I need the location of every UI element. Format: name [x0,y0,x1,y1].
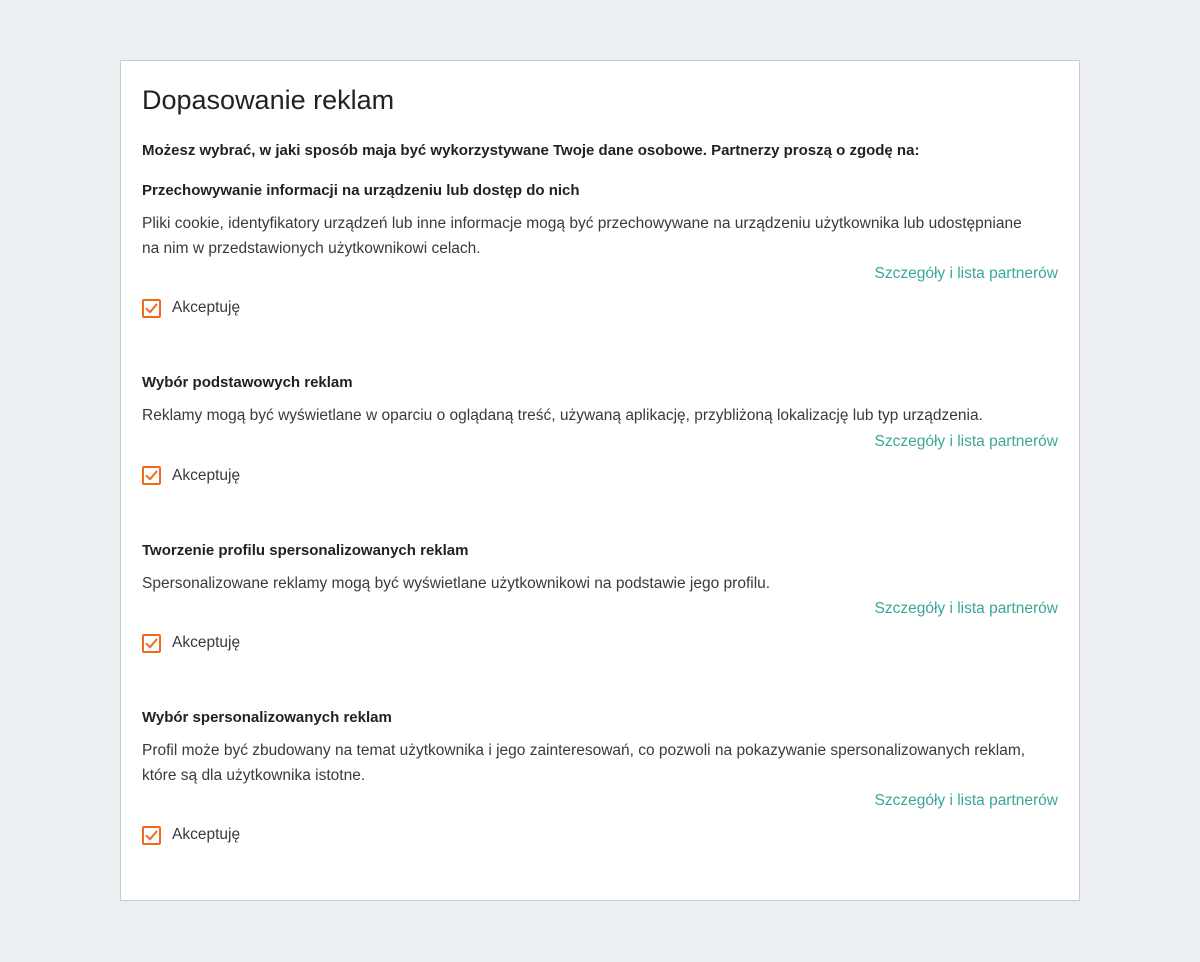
consent-dialog [120,60,1080,901]
accept-checkbox[interactable] [142,634,161,653]
purpose-title: Wybór spersonalizowanych reklam [142,709,392,726]
dialog-intro: Możesz wybrać, w jaki sposób maja być wykorzystywane Twoje dane osobowe. Partnerzy proszą o zgodę na: [142,142,920,159]
check-icon [145,469,158,482]
accept-label: Akceptuję [172,466,241,484]
details-row [142,430,1058,454]
purpose-description: Reklamy mogą być wyświetlane w oparciu o oglądaną treść, używaną aplikację, przybliżoną lokalizację lub typ urządzenia. [142,407,983,424]
details-row [142,597,1058,621]
purpose-title: Wybór podstawowych reklam [142,374,353,391]
check-icon [145,829,158,842]
details-and-partners-link[interactable]: Szczegóły i lista partnerów [874,432,1058,450]
accept-checkbox[interactable] [142,299,161,318]
purpose-description: Profil może być zbudowany na temat użytkownika i jego zainteresowań, co pozwoli na pokazywanie spersonalizowanych reklam, które są dla użytkownika istotne. [142,742,1026,784]
details-and-partners-link[interactable]: Szczegóły i lista partnerów [874,600,1058,617]
accept-checkbox[interactable] [142,826,161,845]
accept-checkbox-row[interactable] [142,296,1058,320]
details-and-partners-link[interactable]: Szczegóły i lista partnerów [874,792,1058,809]
check-icon [145,637,158,650]
details-and-partners-link[interactable]: Szczegóły i lista partnerów [874,265,1058,282]
accept-checkbox-row[interactable] [142,464,1058,488]
purpose-description: Spersonalizowane reklamy mogą być wyświetlane użytkownikowi na podstawie jego profilu. [142,574,771,592]
purpose-personalised-ads [142,707,1058,847]
purpose-storage-access [142,180,1058,320]
accept-checkbox-row[interactable] [142,823,1058,847]
details-row [142,789,1058,813]
accept-checkbox-row[interactable] [142,631,1058,655]
check-icon [145,302,158,315]
accept-label: Akceptuję [172,299,241,316]
dialog-title: Dopasowanie reklam [142,85,395,115]
purpose-basic-ads [142,372,1058,488]
purpose-personalised-profile [142,540,1058,656]
accept-label: Akceptuję [172,826,241,843]
accept-label: Akceptuję [172,634,241,651]
accept-checkbox[interactable] [142,466,161,485]
purpose-title: Przechowywanie informacji na urządzeniu lub dostęp do nich [142,182,580,199]
details-row [142,262,1058,286]
purpose-description: Pliki cookie, identyfikatory urządzeń lub inne informacje mogą być przechowywane na urządzeniu użytkownika lub udostępniane na nim w przedstawionych użytkownikowi celach. [142,215,1022,257]
purpose-title: Tworzenie profilu spersonalizowanych reklam [142,541,469,559]
